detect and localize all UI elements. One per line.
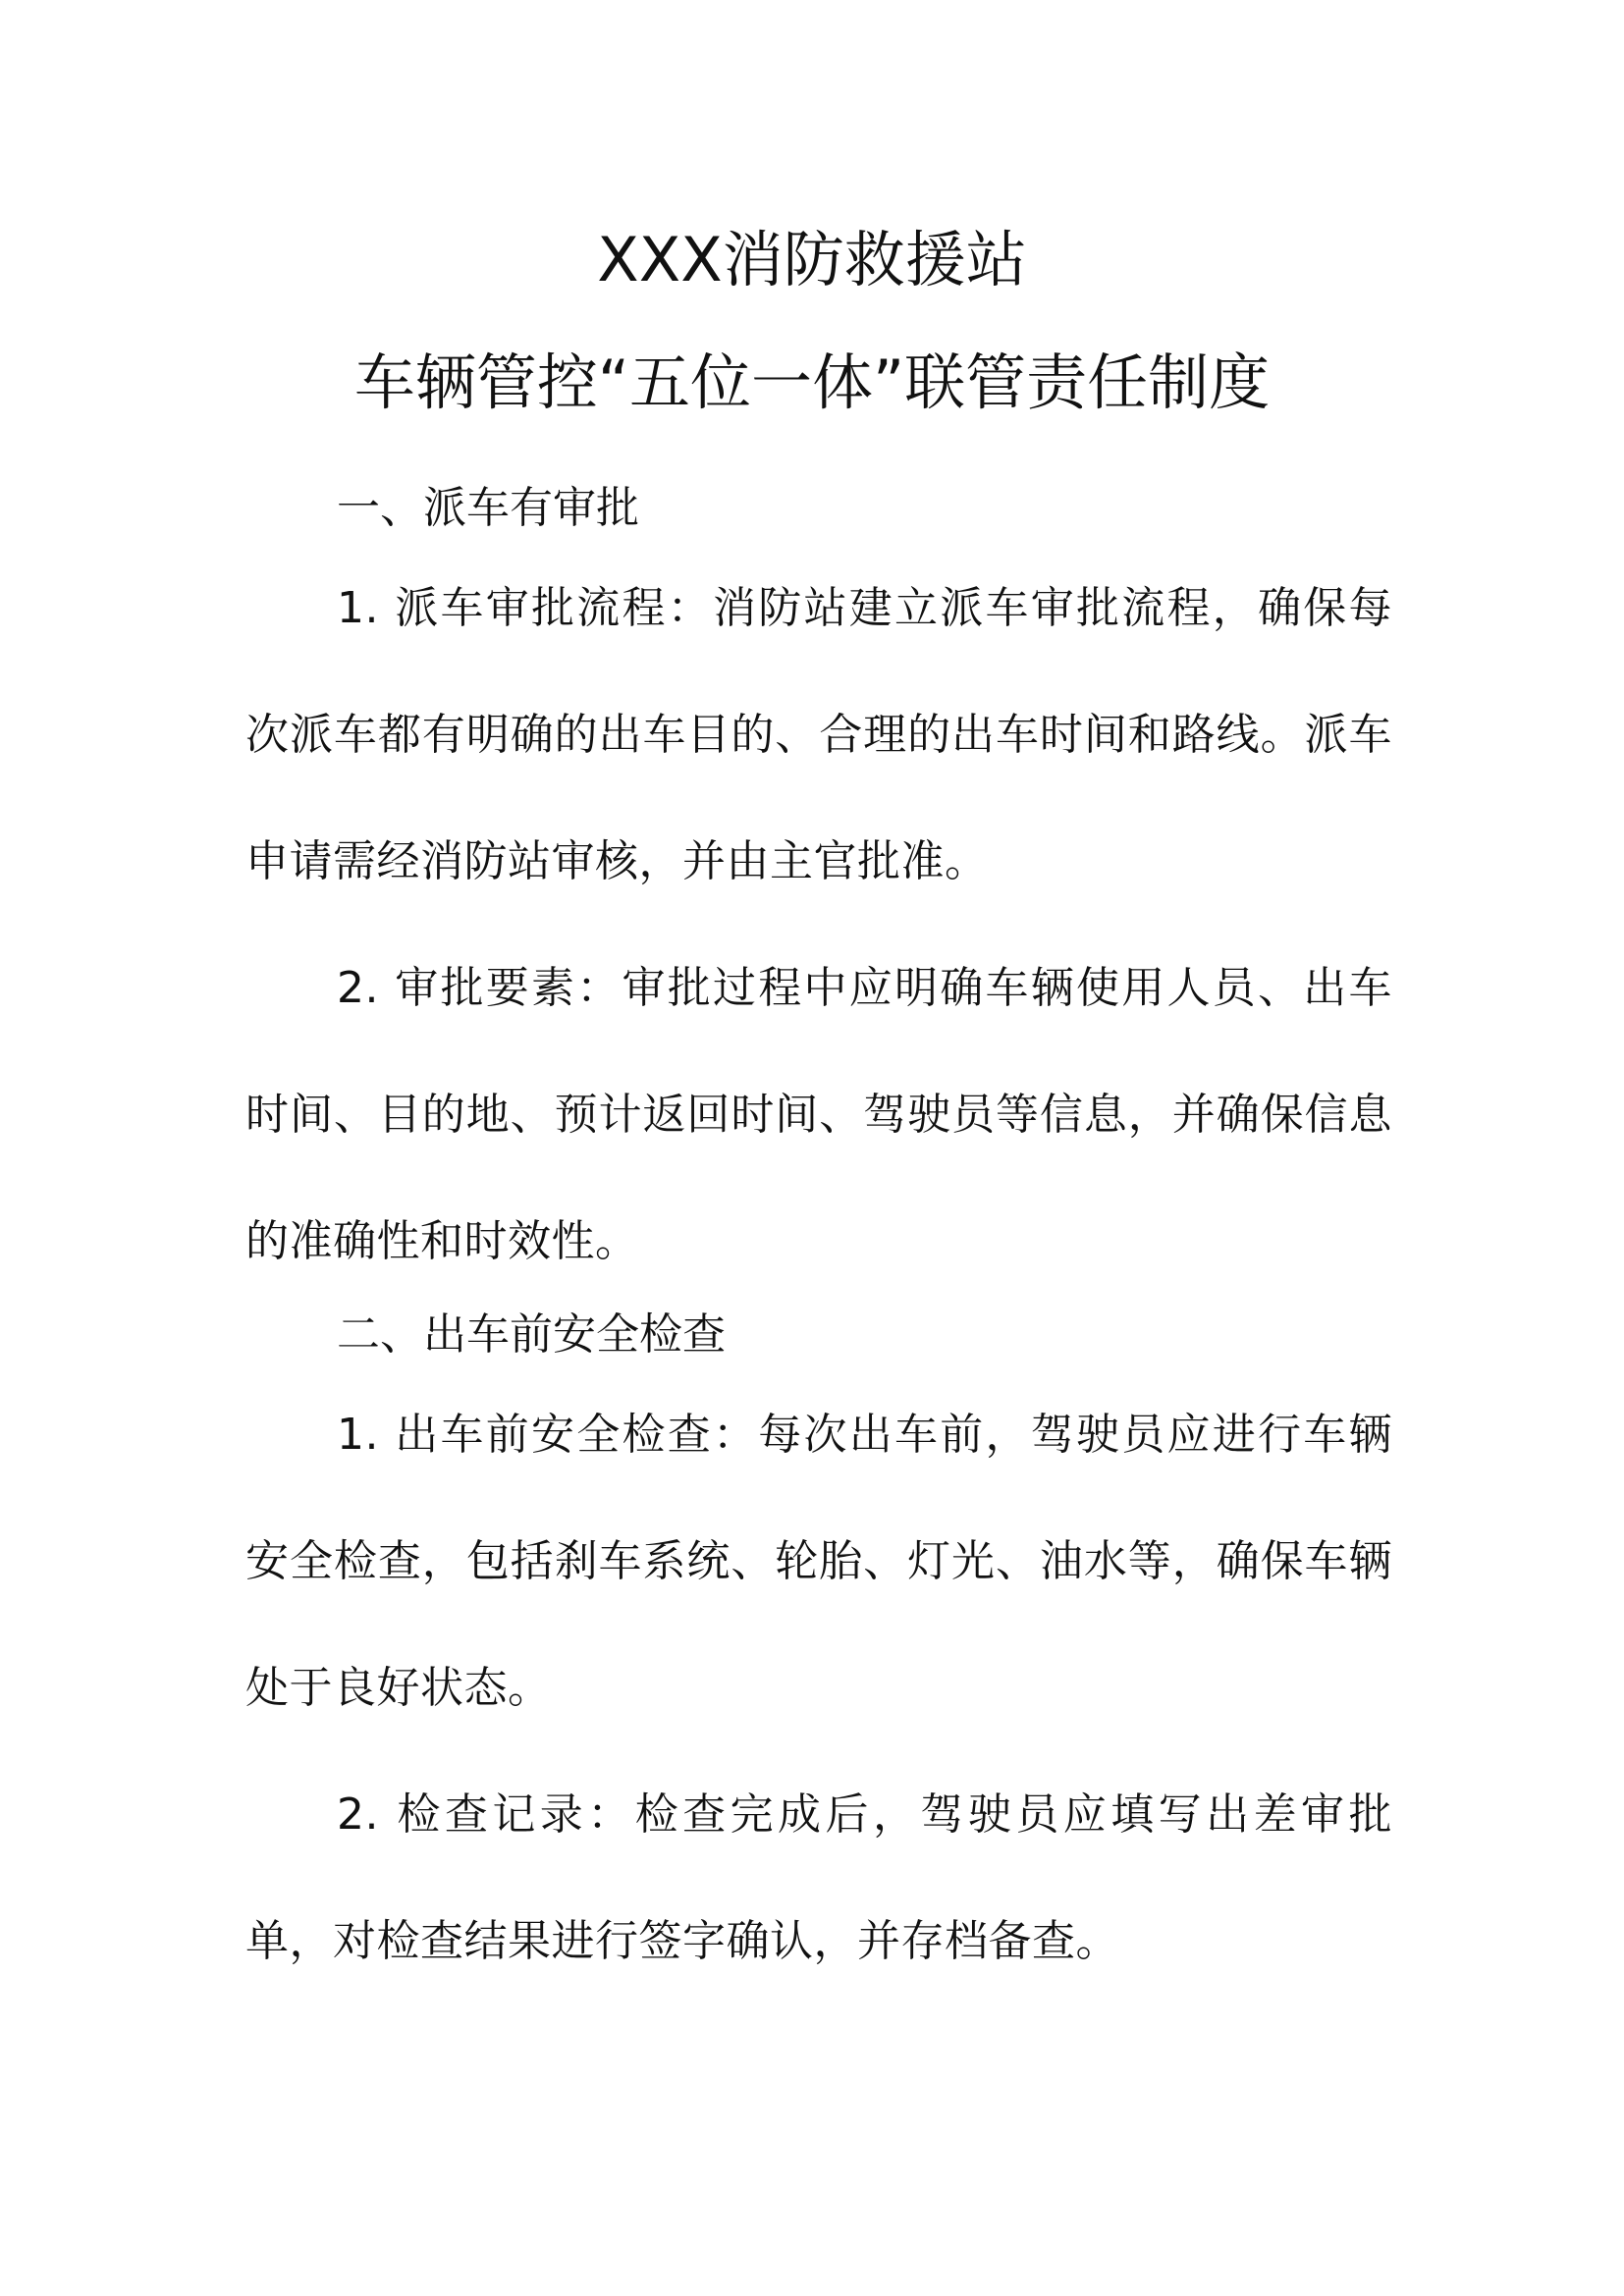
section-heading-pre-departure-check: 二、出车前安全检查 — [337, 1309, 726, 1360]
paragraph-dispatch-approval-process: 1. 派车审批流程：消防站建立派车审批流程，确保每次派车都有明确的出车目的、合理的出车时间和路线。派车申请需经消防站审核，并由主官批准。 — [245, 583, 1392, 886]
document-title-station: XXX消防救援站 — [597, 224, 1027, 295]
paragraph-approval-elements: 2. 审批要素：审批过程中应明确车辆使用人员、出车时间、目的地、预计返回时间、驾驶员等信息，并确保信息的准确性和时效性。 — [245, 963, 1392, 1266]
paragraph-pre-departure-safety-check: 1. 出车前安全检查：每次出车前，驾驶员应进行车辆安全检查，包括刹车系统、轮胎、灯光、油水等，确保车辆处于良好状态。 — [245, 1410, 1392, 1713]
section-heading-dispatch-approval: 一、派车有审批 — [337, 483, 639, 533]
document-title-regulation: 车辆管控“五位一体”联管责任制度 — [353, 347, 1271, 418]
paragraph-inspection-record: 2. 检查记录：检查完成后，驾驶员应填写出差审批单，对检查结果进行签字确认，并存档备查。 — [245, 1789, 1392, 1966]
